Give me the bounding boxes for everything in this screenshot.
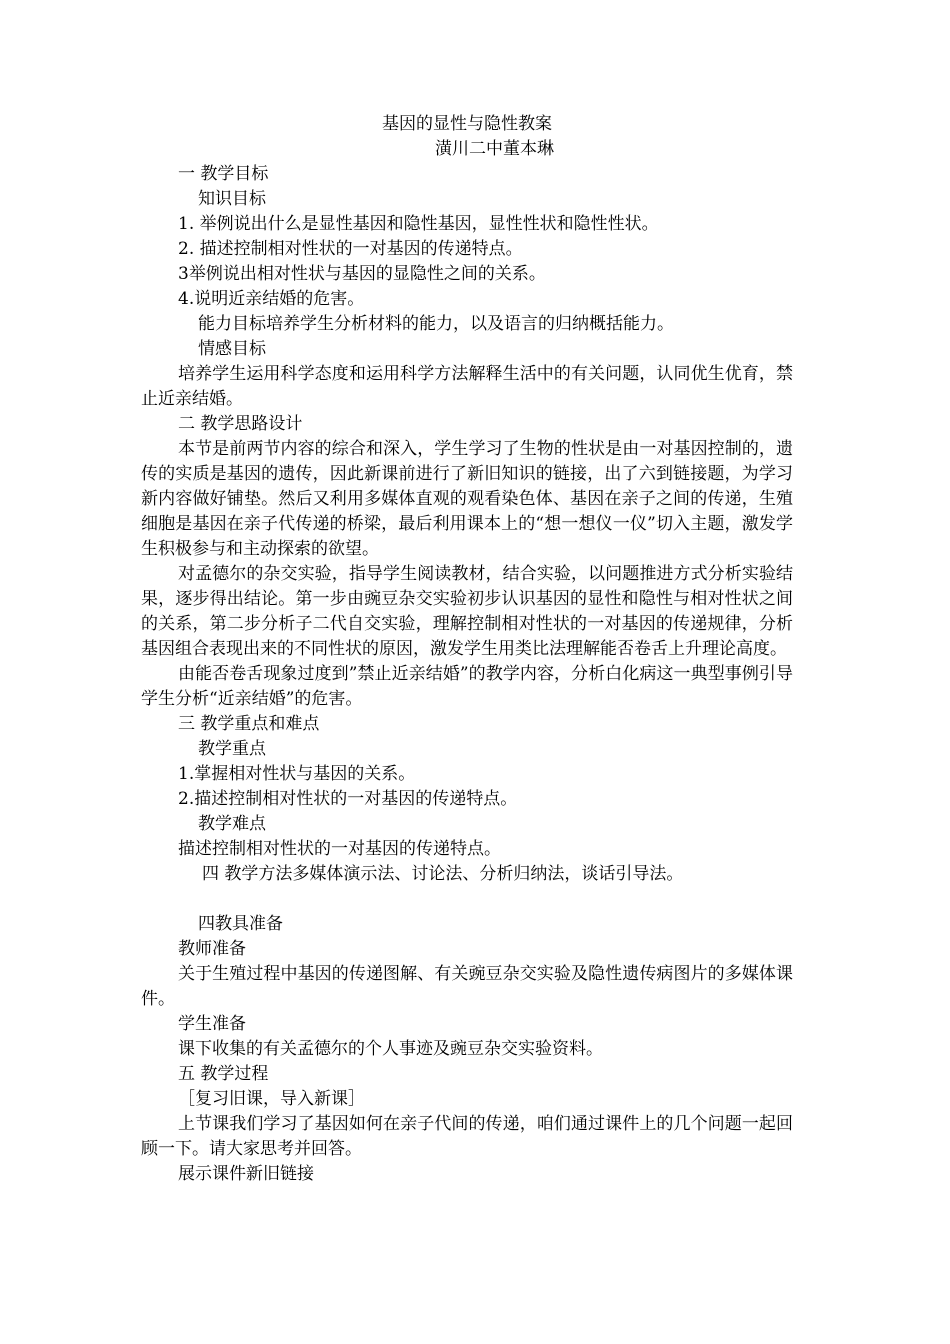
section-heading-2: 二 教学思路设计 (178, 414, 303, 434)
show-courseware-text: 展示课件新旧链接 (178, 1164, 314, 1184)
key-point-2: 2.描述控制相对性状的一对基因的传递特点。 (178, 789, 518, 809)
doc-title: 基因的显性与隐性教案 (382, 114, 552, 134)
difficult-points-label: 教学难点 (198, 814, 266, 834)
design-paragraph-3: 由能否卷舌现象过度到”禁止近亲结婚”的教学内容，分析白化病这一典型事例引导学生分析“近亲结婚”的危害。 (141, 664, 793, 709)
design-paragraph-2: 对孟德尔的杂交实验，指导学生阅读教材，结合实验，以问题推进方式分析实验结果，逐步得出结论。第一步由豌豆杂交实验初步认识基因的显性和隐性与相对性状之间的关系，第二步分析子二代自交实验，理解控制相对性状的一对基因的传递规律，分析基因组合表现出来的不同性状的原因，激发学生用类比法理解能否卷舌上升理论高度。 (141, 564, 793, 659)
knowledge-goal-label: 知识目标 (198, 189, 266, 209)
teacher-prep-text: 关于生殖过程中基因的传递图解、有关豌豆杂交实验及隐性遗传病图片的多媒体课件。 (141, 964, 793, 1009)
student-prep-label: 学生准备 (178, 1014, 246, 1034)
difficult-point-text: 描述控制相对性状的一对基因的传递特点。 (178, 839, 501, 859)
ability-goal: 能力目标培养学生分析材料的能力，以及语言的归纳概括能力。 (198, 314, 674, 334)
key-point-1: 1.掌握相对性状与基因的关系。 (178, 764, 416, 784)
knowledge-item-4: 4.说明近亲结婚的危害。 (178, 289, 365, 309)
knowledge-item-1: 1. 举例说出什么是显性基因和隐性基因，显性性状和隐性性状。 (178, 214, 659, 234)
review-text: 上节课我们学习了基因如何在亲子代间的传递，咱们通过课件上的几个问题一起回顾一下。请大家思考并回答。 (141, 1114, 793, 1159)
section-heading-5: 五 教学过程 (178, 1064, 269, 1084)
section-heading-1: 一 教学目标 (178, 164, 269, 184)
student-prep-text: 课下收集的有关孟德尔的个人事迹及豌豆杂交实验资料。 (178, 1039, 603, 1059)
emotion-goal-label: 情感目标 (198, 339, 266, 359)
doc-author: 潢川二中董本琳 (435, 139, 554, 159)
document-body (141, 112, 793, 1187)
emotion-goal-text: 培养学生运用科学态度和运用科学方法解释生活中的有关问题，认同优生优育，禁止近亲结婚。 (141, 364, 793, 409)
design-paragraph-1: 本节是前两节内容的综合和深入，学生学习了生物的性状是由一对基因控制的，遗传的实质是基因的遗传，因此新课前进行了新旧知识的链接，出了六到链接题，为学习新内容做好铺垫。然后又利用多媒体直观的观看染色体、基因在亲子之间的传递，生殖细胞是基因在亲子代传递的桥梁，最后利用课本上的“想一想仪一仪”切入主题，激发学生积极参与和主动探索的欲望。 (141, 439, 793, 559)
section-heading-4-methods: 四 教学方法多媒体演示法、讨论法、分析归纳法，谈话引导法。 (202, 864, 684, 884)
knowledge-item-2: 2. 描述控制相对性状的一对基因的传递特点。 (178, 239, 523, 259)
tools-heading: 四教具准备 (198, 914, 283, 934)
review-label: ［复习旧课，导入新课］ (178, 1089, 365, 1109)
knowledge-item-3: 3举例说出相对性状与基因的显隐性之间的关系。 (178, 264, 546, 284)
teacher-prep-label: 教师准备 (178, 939, 246, 959)
key-points-label: 教学重点 (198, 739, 266, 759)
section-heading-3: 三 教学重点和难点 (178, 714, 320, 734)
